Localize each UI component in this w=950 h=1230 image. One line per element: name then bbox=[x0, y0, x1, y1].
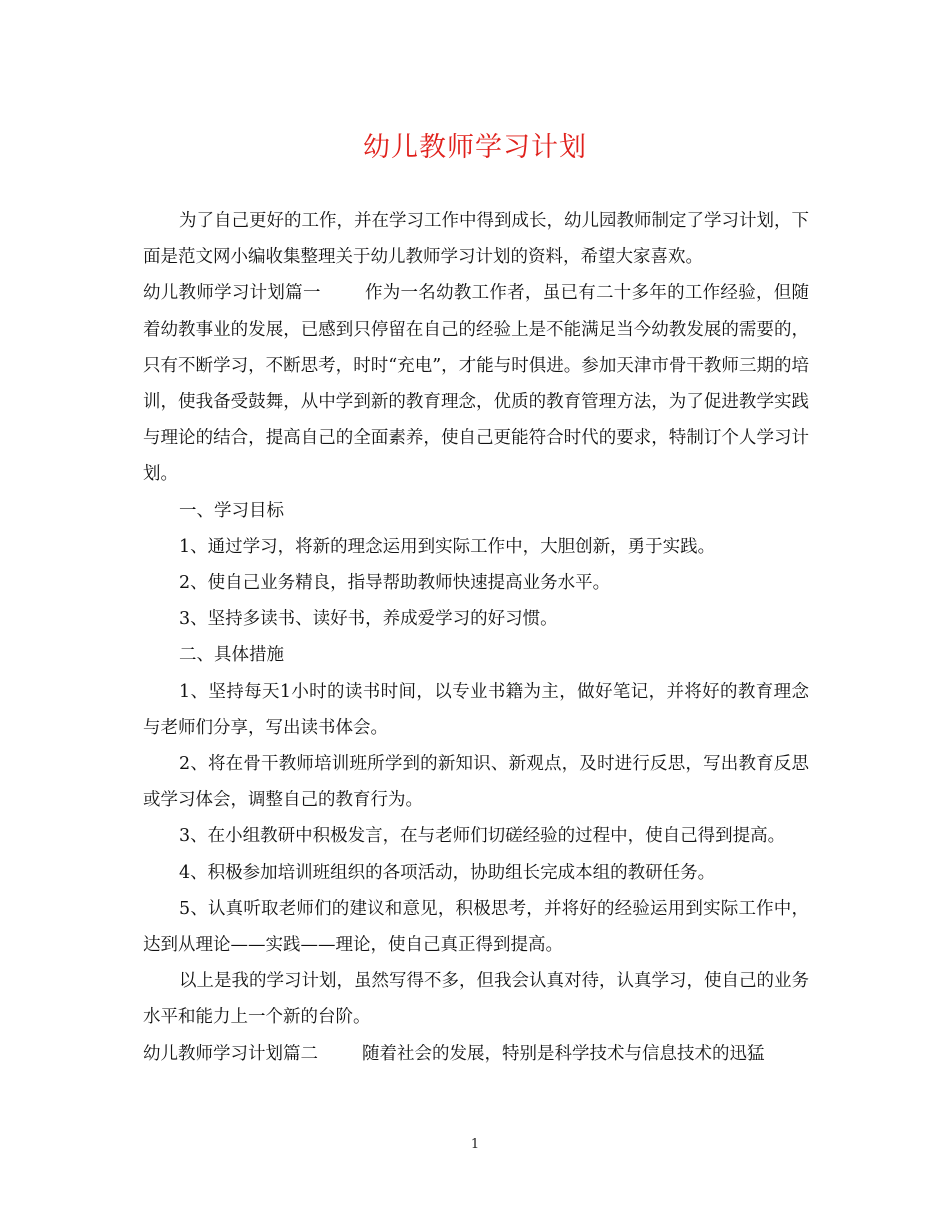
measure-item: 3、在小组教研中积极发言，在与老师们切磋经验的过程中，使自己得到提高。 bbox=[179, 826, 786, 847]
part1-paragraph bbox=[143, 275, 809, 492]
conclusion-paragraph: 以上是我的学习计划，虽然写得不多，但我会认真对待，认真学习，使自己的业务水平和能力上一个新的台阶。 bbox=[143, 971, 809, 1028]
document-body bbox=[143, 203, 809, 1072]
measure-item: 5、认真听取老师们的建议和意见，积极思考，并将好的经验运用到实际工作中，达到从理论——实践——理论，使自己真正得到提高。 bbox=[143, 898, 809, 956]
goal-item: 3、坚持多读书、读好书，养成爱学习的好习惯。 bbox=[179, 609, 558, 630]
section1-title: 一、学习目标 bbox=[179, 500, 284, 521]
part2-intro: 随着社会的发展，特别是科学技术与信息技术的迅猛 bbox=[362, 1043, 765, 1064]
document-title: 幼儿教师学习计划 bbox=[363, 132, 587, 163]
part2-paragraph bbox=[143, 1036, 809, 1072]
measure-item: 1、坚持每天1小时的读书时间，以专业书籍为主，做好笔记，并将好的教育理念与老师们分享，写出读书体会。 bbox=[143, 681, 809, 738]
intro-paragraph: 为了自己更好的工作，并在学习工作中得到成长，幼儿园教师制定了学习计划，下面是范文网小编收集整理关于幼儿教师学习计划的资料，希望大家喜欢。 bbox=[143, 211, 809, 268]
page-number: 1 bbox=[470, 1137, 480, 1152]
part2-heading: 幼儿教师学习计划篇二 bbox=[143, 1043, 318, 1064]
part1-heading: 幼儿教师学习计划篇一 bbox=[143, 283, 321, 304]
section2-title: 二、具体措施 bbox=[179, 645, 284, 666]
measure-item: 4、积极参加培训班组织的各项活动，协助组长完成本组的教研任务。 bbox=[179, 862, 716, 883]
goal-item: 1、通过学习，将新的理念运用到实际工作中，大胆创新，勇于实践。 bbox=[179, 536, 716, 557]
part1-intro: 作为一名幼教工作者，虽已有二十多年的工作经验，但随着幼教事业的发展，已感到只停留在自己的经验上是不能满足当今幼教发展的需要的，只有不断学习，不断思考，时时“充电”，才能与时俱进。参加天津市骨干教师三期的培训，使我备受鼓舞，从中学到新的教育理念，优质的教育管理方法，为了促进教学实践与理论的结合，提高自己的全面素养，使自己更能符合时代的要求，特制订个人学习计划。 bbox=[143, 283, 810, 485]
goal-item: 2、使自己业务精良，指导帮助教师快速提高业务水平。 bbox=[179, 573, 611, 594]
measure-item: 2、将在骨干教师培训班所学到的新知识、新观点，及时进行反思，写出教育反思或学习体会，调整自己的教育行为。 bbox=[143, 754, 809, 811]
